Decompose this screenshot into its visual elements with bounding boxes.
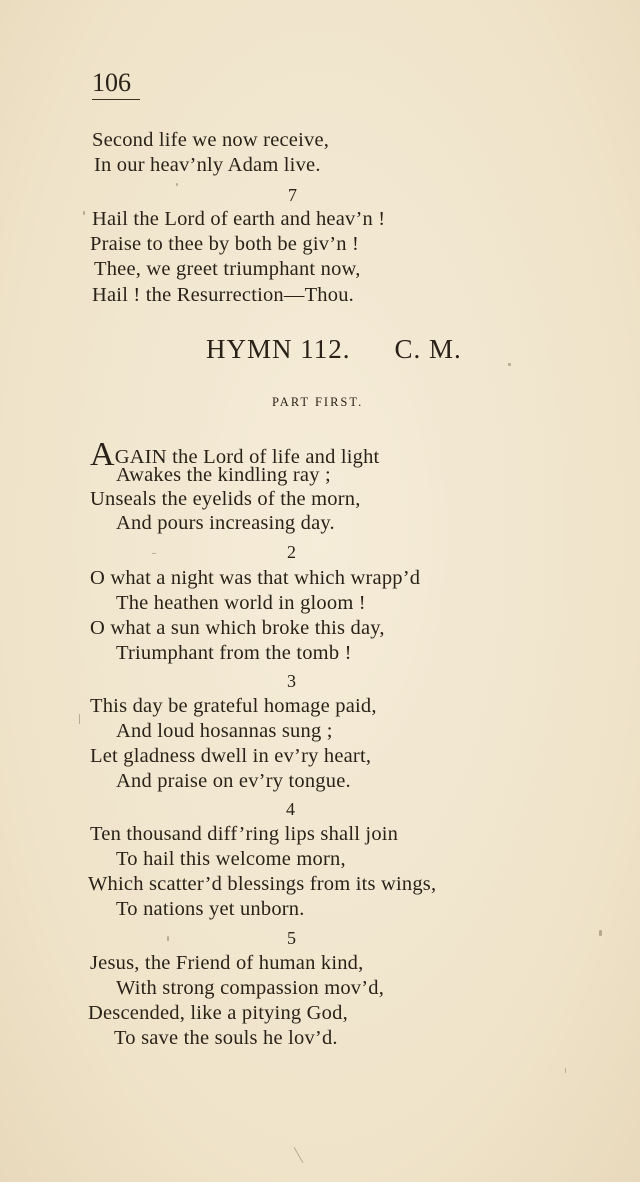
verse-line: To save the souls he lov’d.	[114, 1027, 338, 1049]
verse-line: Hail the Lord of earth and heav’n !	[92, 208, 386, 230]
verse-line: Hail ! the Resurrection—Thou.	[92, 284, 354, 306]
verse-line: To hail this welcome morn,	[116, 848, 346, 870]
verse-line: This day be grateful homage paid,	[90, 695, 377, 717]
stanza-number: 3	[287, 671, 296, 691]
verse-line: Let gladness dwell in ev’ry heart,	[90, 745, 372, 767]
part-heading: PART FIRST.	[272, 395, 364, 409]
paper-speck	[508, 363, 511, 366]
paper-speck	[565, 1068, 566, 1073]
verse-line: Thee, we greet triumphant now,	[94, 258, 361, 280]
stanza-number: 5	[287, 928, 296, 948]
verse-line: O what a sun which broke this day,	[90, 617, 385, 639]
verse-line: Triumphant from the tomb !	[116, 642, 352, 664]
first-line-text: GAIN the Lord of life and light	[114, 446, 380, 468]
verse-line: And loud hosannas sung ;	[116, 720, 333, 742]
verse-line: The heathen world in gloom !	[116, 592, 366, 614]
hymn-number: HYMN 112.	[206, 334, 351, 364]
verse-line: Second life we now receive,	[92, 129, 330, 151]
paper-speck	[152, 553, 156, 554]
paper-speck	[294, 1147, 304, 1163]
paper-speck	[79, 714, 80, 724]
stanza-number: 4	[286, 799, 295, 819]
verse-line: Awakes the kindling ray ;	[116, 464, 331, 486]
verse-line: Ten thousand diff’ring lips shall join	[90, 823, 399, 845]
paper-speck	[167, 936, 169, 941]
drop-cap: A	[90, 436, 115, 473]
stanza-number: 7	[288, 185, 297, 205]
verse-line: Descended, like a pitying God,	[88, 1002, 348, 1024]
verse-line: And praise on ev’ry tongue.	[116, 770, 351, 792]
paper-speck	[599, 930, 602, 936]
verse-line: Praise to thee by both be giv’n !	[90, 233, 360, 255]
verse-line: With strong compassion mov’d,	[116, 977, 385, 999]
verse-line: And pours increasing day.	[116, 512, 335, 534]
stanza-number: 2	[287, 542, 296, 562]
hymn-title	[206, 336, 462, 363]
verse-line: In our heav’nly Adam live.	[94, 154, 321, 176]
page-number-underline	[92, 99, 140, 100]
paper-speck	[83, 211, 85, 215]
verse-line: To nations yet unborn.	[116, 898, 305, 920]
verse-line: Jesus, the Friend of human kind,	[90, 952, 364, 974]
paper-speck	[176, 183, 178, 186]
verse-line: Which scatter’d blessings from its wings,	[88, 873, 437, 895]
page-number: 106	[92, 68, 131, 97]
verse-line: O what a night was that which wrapp’d	[90, 567, 421, 589]
verse-line: Unseals the eyelids of the morn,	[90, 488, 361, 510]
hymn-meter: C. M.	[394, 334, 462, 364]
